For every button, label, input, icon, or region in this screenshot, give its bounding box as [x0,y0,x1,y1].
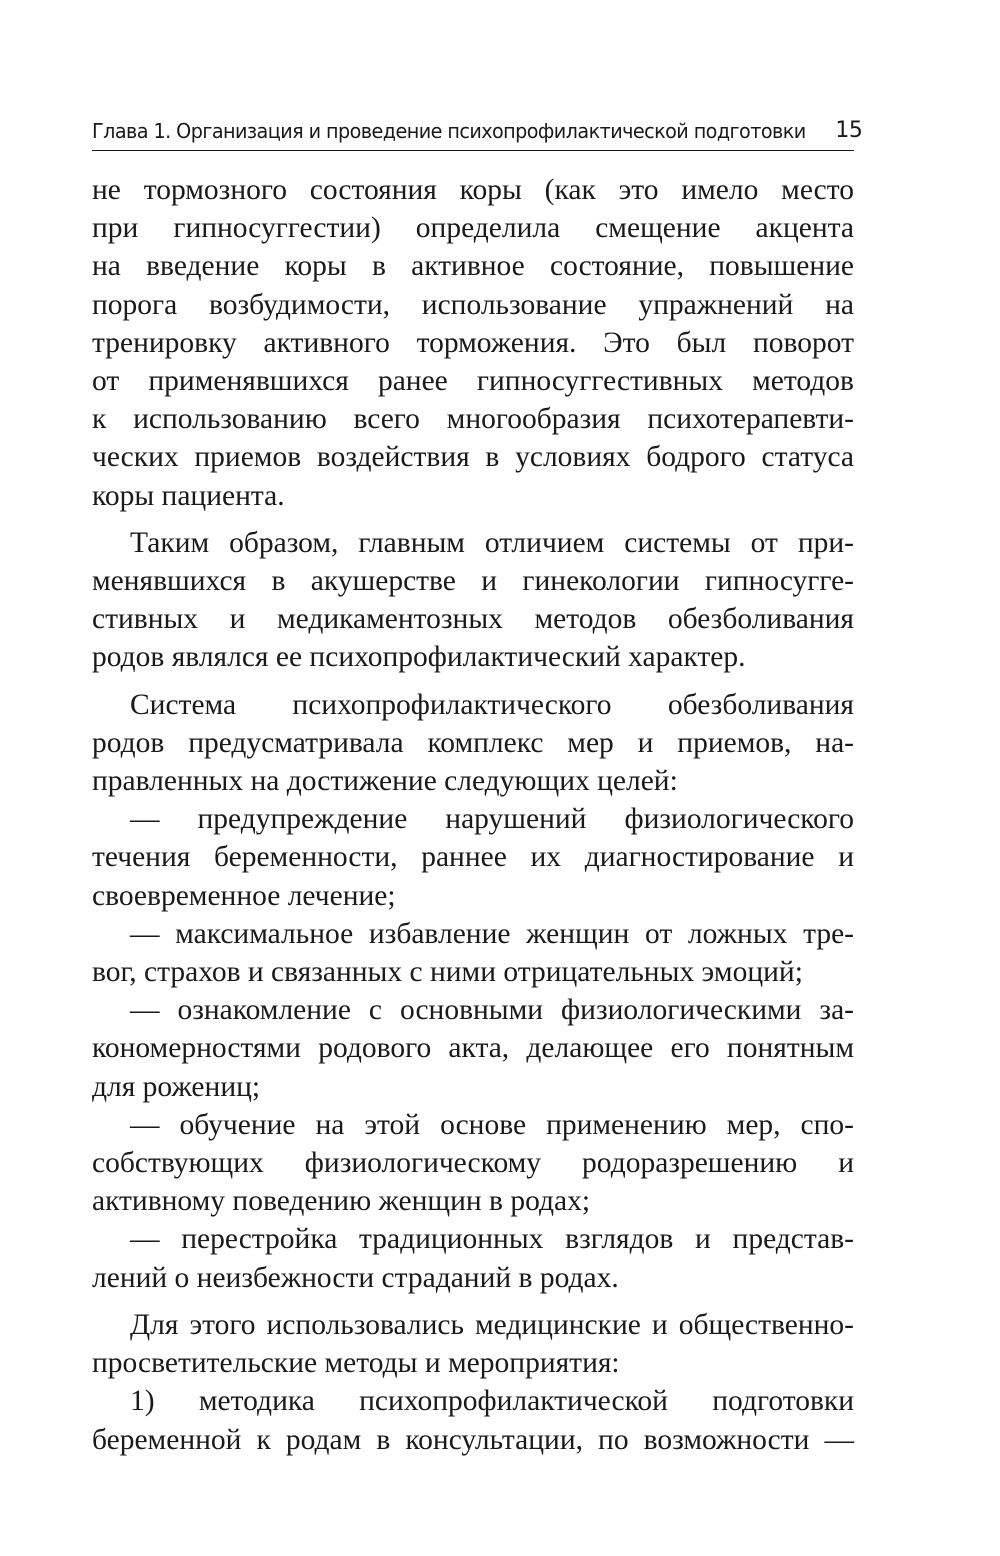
chapter-title: Глава 1. Организация и проведение психопрофилактической подготовки [92,119,806,143]
text-line: беременной к родам в консультации, по возможности — [92,1423,854,1456]
text-line: тренировку активного торможения. Это был поворот [92,326,854,359]
text-line: от применявшихся ранее гипносуггестивных методов [92,365,854,398]
text-line: Для этого использовались медицинские и общественно- [130,1308,854,1341]
text-line: менявшихся в акушерстве и гинекологии гипносугге- [92,565,854,598]
text-line: стивных и медикаментозных методов обезболивания [92,603,854,636]
list-item: 1) методика психопрофилактической подготовки [130,1385,854,1418]
page-number: 15 [835,118,863,143]
text-line: просветительские методы и мероприятия: [92,1347,620,1380]
text-line: для рожениц; [92,1070,261,1103]
text-line: при гипносуггестии) определила смещение акцента [92,212,854,245]
text-line: ческих приемов воздействия в условиях бодрого статуса [92,441,854,474]
body-text [92,171,854,1459]
list-item: — ознакомление с основными физиологическими за- [130,994,854,1027]
list-item: — обучение на этой основе применению мер, спо- [130,1108,854,1141]
text-line: лений о неизбежности страданий в родах. [92,1261,619,1294]
text-line: порога возбудимости, использование упражнений на [92,288,854,321]
text-line: родов предусматривала комплекс мер и приемов, на- [92,726,854,759]
text-line: правленных на достижение следующих целей: [92,765,678,798]
text-line: собствующих физиологическому родоразрешению и [92,1147,854,1180]
text-line: на введение коры в активное состояние, повышение [92,250,854,283]
text-line: родов являлся ее психопрофилактический характер. [92,641,746,674]
text-line: своевременное лечение; [92,879,396,912]
list-item: — перестройка традиционных взглядов и представ- [130,1223,854,1256]
list-item: — максимальное избавление женщин от ложных тре- [130,917,854,950]
text-line: вог, страхов и связанных с ними отрицательных эмоций; [92,956,803,989]
text-line: течения беременности, раннее их диагностирование и [92,841,854,874]
running-header [92,118,863,151]
text-line: коры пациента. [92,479,285,512]
book-page [92,118,863,1459]
text-line: к использованию всего многообразия психотерапевти- [92,403,854,436]
text-line: кономерностями родового акта, делающее его понятным [92,1032,854,1065]
text-line: Таким образом, главным отличием системы от при- [130,526,854,559]
text-line: не тормозного состояния коры (как это имело место [92,174,854,206]
text-line: Система психопрофилактического обезболивания [130,688,854,721]
list-item: — предупреждение нарушений физиологического [130,803,854,836]
text-line: активному поведению женщин в родах; [92,1185,591,1218]
